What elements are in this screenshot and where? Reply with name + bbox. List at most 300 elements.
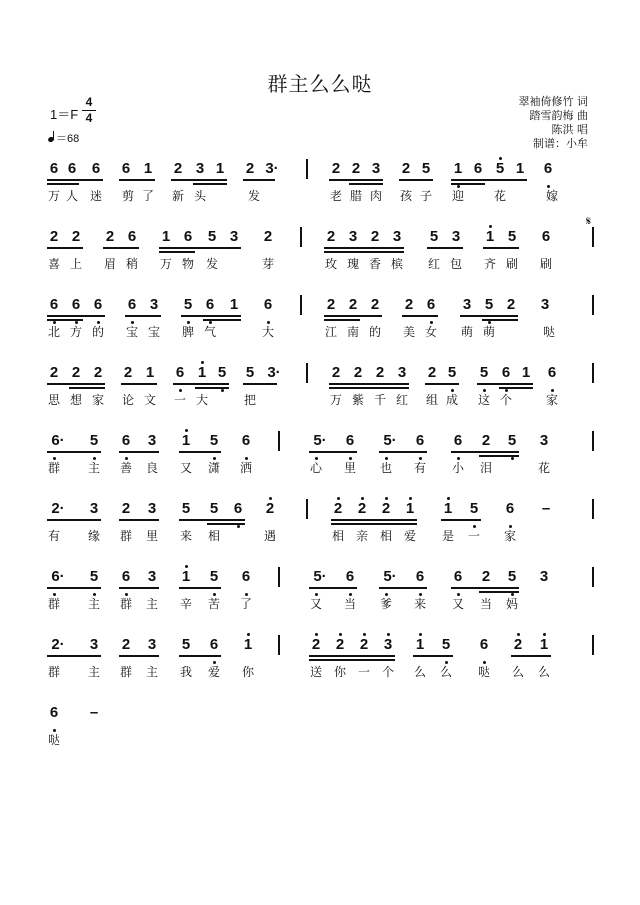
jianpu-note: 1: [539, 636, 549, 653]
octave-dot-low: [125, 593, 128, 596]
jianpu-note: 1: [443, 500, 453, 517]
beam-underline: [399, 179, 433, 181]
octave-dot-high: [337, 497, 340, 500]
lyric-char: 相: [207, 529, 220, 543]
lyric-char: 群: [47, 665, 60, 679]
lyric-char: 花: [493, 189, 506, 203]
jianpu-note: 3: [540, 296, 550, 313]
lyric-char: 齐: [483, 257, 496, 271]
beam-underline: [329, 179, 383, 181]
jianpu-note: 2: [173, 160, 183, 177]
lyric-char: 相: [379, 529, 392, 543]
beam-underline: [511, 655, 551, 657]
jianpu-note: 2: [105, 228, 115, 245]
beam-underline: [499, 387, 533, 389]
lyric-char: 万: [47, 189, 60, 203]
lyric-char: 物: [181, 257, 194, 271]
beam-underline: [181, 315, 241, 317]
lyric-char: 爱: [207, 665, 220, 679]
jianpu-note: 6: [233, 500, 243, 517]
lyric-char: 万: [159, 257, 172, 271]
time-signature-top: 4: [85, 95, 93, 109]
song-title: 群主么么哒: [267, 72, 373, 96]
jianpu-note: 5·: [313, 432, 327, 449]
jianpu-note: 3: [89, 636, 99, 653]
jianpu-note: 5: [89, 568, 99, 585]
lyric-char: 剪: [121, 189, 134, 203]
jianpu-note: 2: [331, 160, 341, 177]
lyric-char: 个: [499, 393, 512, 407]
lyric-char: 了: [239, 597, 252, 611]
jianpu-note: 2: [71, 228, 81, 245]
jianpu-note: 3: [147, 568, 157, 585]
score-line-1: [0, 160, 640, 230]
lyric-char: 一: [173, 393, 186, 407]
beam-underline: [427, 247, 463, 249]
jianpu-note: 5: [507, 228, 517, 245]
beam-underline: [331, 519, 417, 521]
octave-dot-high: [185, 429, 188, 432]
beam-underline: [331, 523, 417, 525]
jianpu-note: 6: [541, 228, 551, 245]
jianpu-note: 5: [209, 500, 219, 517]
beam-underline: [47, 451, 101, 453]
lyric-char: 大: [195, 393, 208, 407]
beam-underline: [329, 383, 409, 385]
jianpu-note: 6: [241, 432, 251, 449]
jianpu-note: 1: [143, 160, 153, 177]
jianpu-note: 2: [404, 296, 414, 313]
lyric-char: 刷: [505, 257, 518, 271]
lyric-char: 群: [119, 665, 132, 679]
jianpu-note: 3: [383, 636, 393, 653]
jianpu-note: 2: [357, 500, 367, 517]
lyric-char: 了: [141, 189, 154, 203]
jianpu-note: 6·: [51, 568, 65, 585]
jianpu-note: 3: [89, 500, 99, 517]
lyricist-credit: 翠袖倚修竹 词: [518, 95, 588, 108]
jianpu-note: 5: [507, 432, 517, 449]
beam-underline: [119, 587, 159, 589]
jianpu-note: 6: [91, 160, 101, 177]
octave-dot-low: [505, 389, 508, 392]
beam-underline: [425, 383, 459, 385]
transcriber-credit: 制谱：小牟: [533, 137, 588, 150]
beam-underline: [451, 451, 519, 453]
jianpu-note: 6: [505, 500, 515, 517]
lyric-char: 有: [47, 529, 60, 543]
beam-underline: [159, 247, 241, 249]
jianpu-note: 2: [375, 364, 385, 381]
beam-underline: [324, 315, 382, 317]
lyric-char: 当: [479, 597, 492, 611]
lyric-char: 文: [143, 393, 156, 407]
lyric-char: 主: [145, 597, 158, 611]
lyric-char: 上: [69, 257, 82, 271]
lyric-char: 泪: [479, 461, 492, 475]
lyric-char: 家: [545, 393, 558, 407]
lyric-char: 辛: [179, 597, 192, 611]
lyric-char: 宝: [147, 325, 160, 339]
octave-dot-high: [517, 633, 520, 636]
lyric-char: 缘: [87, 529, 100, 543]
lyric-char: 良: [145, 461, 158, 475]
octave-dot-high: [363, 633, 366, 636]
jianpu-note: 5·: [383, 568, 397, 585]
jianpu-note: 2: [93, 364, 103, 381]
octave-dot-high: [185, 565, 188, 568]
jianpu-note: 5: [183, 296, 193, 313]
octave-dot-high: [247, 633, 250, 636]
beam-underline: [451, 183, 485, 185]
beam-underline: [324, 319, 360, 321]
octave-dot-low: [221, 389, 224, 392]
jianpu-note: 6: [49, 296, 59, 313]
jianpu-note: 2: [121, 636, 131, 653]
jianpu-note: 5: [479, 364, 489, 381]
octave-dot-high: [269, 497, 272, 500]
beam-underline: [47, 519, 101, 521]
singer-credit: 陈洪 唱: [551, 123, 588, 136]
octave-dot-high: [385, 497, 388, 500]
beam-underline: [379, 451, 427, 453]
jianpu-note: 6: [121, 568, 131, 585]
octave-dot-high: [499, 157, 502, 160]
beam-underline: [47, 247, 83, 249]
lyrics-line: [0, 160, 640, 230]
lyric-char: 女: [424, 325, 437, 339]
lyric-char: 哒: [47, 733, 60, 747]
octave-dot-low: [97, 321, 100, 324]
jianpu-note: 6: [49, 160, 59, 177]
beam-underline: [195, 387, 229, 389]
lyric-char: 一: [357, 665, 370, 679]
jianpu-note: 6: [71, 296, 81, 313]
jianpu-note: 2: [335, 636, 345, 653]
lyric-char: 又: [179, 461, 192, 475]
lyric-char: 相: [331, 529, 344, 543]
beam-underline: [179, 451, 221, 453]
jianpu-note: 3: [371, 160, 381, 177]
lyric-char: 个: [381, 665, 394, 679]
lyric-char: 芽: [261, 257, 274, 271]
jianpu-note: 6: [501, 364, 511, 381]
octave-dot-low: [213, 661, 216, 664]
lyric-char: 刷: [539, 257, 552, 271]
jianpu-note: 3: [539, 568, 549, 585]
tempo-value: ＝68: [56, 133, 80, 145]
octave-dot-low: [511, 457, 514, 460]
jianpu-note: 3: [147, 636, 157, 653]
octave-dot-low: [93, 457, 96, 460]
lyric-char: 爱: [403, 529, 416, 543]
octave-dot-low: [213, 457, 216, 460]
lyric-char: 成: [445, 393, 458, 407]
lyric-char: 么: [511, 665, 524, 679]
score-line-6: [0, 500, 640, 570]
lyric-char: 家: [91, 393, 104, 407]
lyric-char: 这: [477, 393, 490, 407]
octave-dot-low: [179, 389, 182, 392]
beam-underline: [103, 247, 139, 249]
lyric-char: 论: [121, 393, 134, 407]
lyric-char: 肉: [369, 189, 382, 203]
jianpu-note: 1: [181, 432, 191, 449]
jianpu-note: 2: [245, 160, 255, 177]
jianpu-note: 5: [421, 160, 431, 177]
lyric-char: 哒: [542, 325, 555, 339]
lyric-char: 里: [145, 529, 158, 543]
jianpu-note: 2: [401, 160, 411, 177]
jianpu-note: 6: [263, 296, 273, 313]
jianpu-note: 1: [181, 568, 191, 585]
beam-underline: [47, 655, 101, 657]
lyric-char: 思: [47, 393, 60, 407]
jianpu-note: 6: [49, 704, 59, 721]
jianpu-note: 1: [453, 160, 463, 177]
jianpu-note: 3: [462, 296, 472, 313]
lyrics-line: [0, 228, 640, 298]
octave-dot-low: [267, 321, 270, 324]
lyric-char: 腊: [349, 189, 362, 203]
jianpu-note: 5: [429, 228, 439, 245]
octave-dot-low: [245, 457, 248, 460]
lyric-char: 万: [329, 393, 342, 407]
jianpu-note: 3: [348, 228, 358, 245]
lyric-char: 里: [343, 461, 356, 475]
jianpu-note: 2: [481, 568, 491, 585]
lyric-char: 发: [205, 257, 218, 271]
jianpu-note: 2: [333, 500, 343, 517]
beam-underline: [47, 587, 101, 589]
lyric-char: 老: [329, 189, 342, 203]
jianpu-note: 1: [215, 160, 225, 177]
jianpu-note: 6: [345, 432, 355, 449]
beam-underline: [477, 383, 533, 385]
lyric-char: 人: [65, 189, 78, 203]
jianpu-note: 2: [381, 500, 391, 517]
jianpu-note: 1: [145, 364, 155, 381]
lyric-char: 把: [243, 393, 256, 407]
lyric-char: 嫁: [545, 189, 558, 203]
lyric-char: 千: [373, 393, 386, 407]
jianpu-note: 6: [121, 432, 131, 449]
lyric-char: 眉: [103, 257, 116, 271]
jianpu-note: 5: [447, 364, 457, 381]
octave-dot-low: [385, 593, 388, 596]
octave-dot-high: [201, 361, 204, 364]
dash-sustain: –: [541, 500, 551, 517]
jianpu-note: 1: [229, 296, 239, 313]
jianpu-note: 2: [348, 296, 358, 313]
octave-dot-low: [53, 593, 56, 596]
octave-dot-high: [361, 497, 364, 500]
jianpu-note: 3·: [265, 160, 279, 177]
jianpu-note: 5: [245, 364, 255, 381]
jianpu-note: 6: [453, 568, 463, 585]
jianpu-note: 3: [147, 432, 157, 449]
lyric-char: 主: [87, 461, 100, 475]
beam-underline: [125, 315, 161, 317]
jianpu-note: 2: [427, 364, 437, 381]
jianpu-note: 6: [67, 160, 77, 177]
lyric-char: 红: [395, 393, 408, 407]
jianpu-note: 2: [353, 364, 363, 381]
lyric-char: 江: [324, 325, 337, 339]
jianpu-note: 2: [370, 296, 380, 313]
beam-underline: [179, 655, 221, 657]
octave-dot-low: [419, 457, 422, 460]
lyric-char: 北: [47, 325, 60, 339]
octave-dot-high: [447, 497, 450, 500]
jianpu-note: 3: [539, 432, 549, 449]
octave-dot-high: [543, 633, 546, 636]
octave-dot-low: [457, 457, 460, 460]
octave-dot-low: [53, 321, 56, 324]
lyric-char: 群: [47, 597, 60, 611]
jianpu-note: 6: [473, 160, 483, 177]
octave-dot-low: [457, 593, 460, 596]
jianpu-note: 6: [175, 364, 185, 381]
beam-underline: [69, 387, 105, 389]
jianpu-note: 3: [392, 228, 402, 245]
beam-underline: [309, 451, 357, 453]
lyric-char: 迎: [451, 189, 464, 203]
lyric-char: 我: [179, 665, 192, 679]
segno-icon: 𝄋: [586, 214, 592, 228]
octave-dot-high: [387, 633, 390, 636]
lyric-char: 瑰: [346, 257, 359, 271]
jianpu-note: 2·: [51, 636, 65, 653]
lyric-char: 一: [467, 529, 480, 543]
octave-dot-low: [187, 321, 190, 324]
beam-underline: [121, 383, 157, 385]
jianpu-note: 3: [195, 160, 205, 177]
jianpu-note: 6: [241, 568, 251, 585]
beam-underline: [179, 587, 221, 589]
lyric-char: 当: [343, 597, 356, 611]
jianpu-note: 3: [229, 228, 239, 245]
jianpu-note: 6: [543, 160, 553, 177]
lyric-char: 也: [379, 461, 392, 475]
beam-underline: [119, 179, 155, 181]
lyric-char: 么: [537, 665, 550, 679]
jianpu-note: 2: [359, 636, 369, 653]
lyric-char: 稍: [125, 257, 138, 271]
lyric-char: 萌: [460, 325, 473, 339]
jianpu-note: 2: [49, 364, 59, 381]
octave-dot-low: [457, 185, 460, 188]
jianpu-note: 5: [207, 228, 217, 245]
beam-underline: [309, 587, 357, 589]
beam-underline: [451, 587, 519, 589]
lyric-char: 心: [309, 461, 322, 475]
jianpu-note: 6: [127, 296, 137, 313]
score-line-4: [0, 364, 640, 434]
beam-underline: [451, 179, 527, 181]
lyrics-line: [0, 500, 640, 570]
quarter-note-icon: [48, 132, 54, 142]
octave-dot-low: [483, 389, 486, 392]
lyric-char: 主: [87, 597, 100, 611]
jianpu-note: 6: [345, 568, 355, 585]
beam-underline: [483, 247, 519, 249]
beam-underline: [171, 179, 227, 181]
lyrics-line: [0, 704, 640, 774]
lyric-char: 槟: [390, 257, 403, 271]
jianpu-note: 2·: [51, 500, 65, 517]
jianpu-note: 3: [147, 500, 157, 517]
lyric-char: 善: [119, 461, 132, 475]
beam-underline: [441, 519, 481, 521]
lyric-char: 哒: [477, 665, 490, 679]
octave-dot-low: [93, 593, 96, 596]
octave-dot-low: [511, 593, 514, 596]
lyric-char: 玫: [324, 257, 337, 271]
lyrics-line: [0, 636, 640, 706]
jianpu-note: 6: [93, 296, 103, 313]
jianpu-note: 2: [49, 228, 59, 245]
jianpu-note: 2: [326, 296, 336, 313]
jianpu-note: 3: [149, 296, 159, 313]
lyric-char: 群: [47, 461, 60, 475]
beam-underline: [329, 387, 409, 389]
lyric-char: 洒: [239, 461, 252, 475]
key-signature: 1＝F: [50, 107, 79, 122]
jianpu-note: 2: [326, 228, 336, 245]
jianpu-note: 3: [397, 364, 407, 381]
octave-dot-low: [125, 457, 128, 460]
octave-dot-low: [445, 661, 448, 664]
lyric-char: 头: [193, 189, 206, 203]
lyric-char: 是: [441, 529, 454, 543]
octave-dot-low: [53, 729, 56, 732]
beam-underline: [402, 315, 438, 317]
beam-underline: [119, 519, 159, 521]
jianpu-note: 1: [161, 228, 171, 245]
lyric-char: 送: [309, 665, 322, 679]
octave-dot-low: [315, 593, 318, 596]
octave-dot-low: [209, 321, 212, 324]
lyric-char: 来: [413, 597, 426, 611]
octave-dot-low: [245, 593, 248, 596]
lyric-char: 宝: [125, 325, 138, 339]
octave-dot-low: [488, 321, 491, 324]
jianpu-note: 5: [89, 432, 99, 449]
beam-underline: [309, 659, 395, 661]
jianpu-note: 2: [513, 636, 523, 653]
jianpu-note: 5: [217, 364, 227, 381]
octave-dot-low: [349, 457, 352, 460]
jianpu-note: 1: [521, 364, 531, 381]
octave-dot-high: [315, 633, 318, 636]
jianpu-note: 2: [331, 364, 341, 381]
octave-dot-low: [509, 525, 512, 528]
score-line-3: [0, 296, 640, 366]
lyric-char: 发: [247, 189, 260, 203]
lyric-char: 南: [346, 325, 359, 339]
lyric-char: 紫: [351, 393, 364, 407]
lyric-char: 妈: [505, 597, 518, 611]
octave-dot-high: [339, 633, 342, 636]
octave-dot-high: [409, 497, 412, 500]
dash-sustain: –: [89, 704, 99, 721]
lyric-char: 的: [91, 325, 104, 339]
jianpu-note: 5: [507, 568, 517, 585]
lyric-char: 想: [69, 393, 82, 407]
jianpu-note: 6: [415, 568, 425, 585]
lyric-char: 主: [145, 665, 158, 679]
